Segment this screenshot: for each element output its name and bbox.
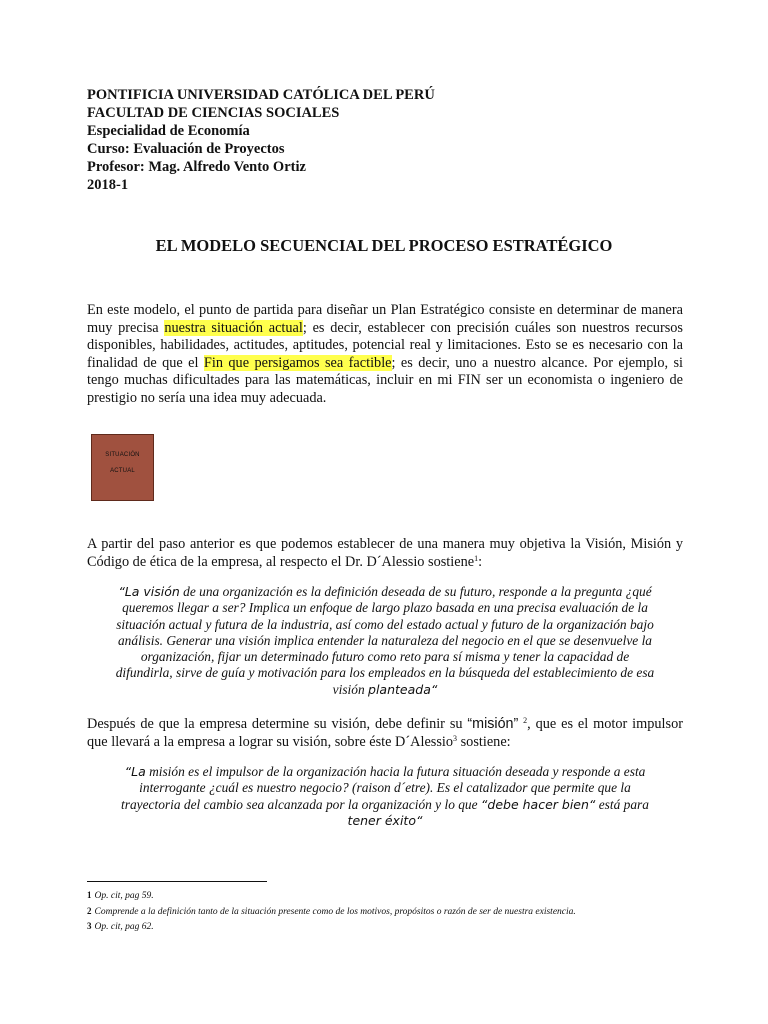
footnote-ref-3: 3: [453, 733, 458, 743]
mission-quote-close: tener éxito“: [347, 812, 423, 828]
vision-quote: [112, 584, 658, 698]
footnote-2-text: Comprende a la definición tanto de la situación presente como de los motivos, propósitos o razón de ser de nuestra existencia.: [94, 907, 576, 917]
footnote-2: [87, 906, 576, 917]
document-header: [87, 86, 435, 194]
footnote-3-number: 3: [87, 921, 92, 931]
vision-quote-close: planteada“: [368, 681, 438, 697]
mission-quote-emph: “debe hacer bien“: [480, 796, 596, 812]
intro-paragraph: [87, 302, 683, 407]
footnote-3: [87, 921, 154, 932]
mission-term: “misión”: [467, 716, 519, 732]
highlight-feasible-goal: Fin que persigamos sea factible: [203, 354, 392, 371]
term-label: 2018-1: [87, 177, 129, 193]
mission-quote: [112, 764, 658, 829]
document-title: EL MODELO SECUENCIAL DEL PROCESO ESTRATÉGICO: [155, 236, 613, 255]
current-situation-box: [91, 434, 154, 501]
vision-quote-open: “La visión: [118, 584, 180, 599]
intro-text-1: En este modelo, el punto de partida para diseñar un Plan Estratégico consiste en determinar de manera muy precisa: [87, 302, 683, 336]
mission-quote-text-2: está para: [595, 796, 649, 812]
mission-intro-paragraph: [87, 716, 683, 751]
footnote-1: [87, 890, 154, 901]
professor-name: Profesor: Mag. Alfredo Vento Ortiz: [87, 159, 306, 175]
mission-quote-text: misión es el impulsor de la organización hacia la futura situación deseada y responde a esta interrogante ¿cuál es nuestro negocio? (raison d´etre). Es el catalizador que permite que la trayectoria del cambio sea alcanzada por la organización y lo que: [121, 764, 646, 812]
footnote-3-text: Op. cit, pag 62.: [94, 922, 154, 932]
university-name: PONTIFICIA UNIVERSIDAD CATÓLICA DEL PERÚ: [87, 87, 435, 103]
footnote-ref-1: 1: [474, 553, 479, 563]
intro-text-2: ; es decir, establecer con precisión cuáles son nuestros recursos disponibles, habilidades, actitudes, aptitudes, potencial real y limitaciones. Esto se es necesario con la finalidad de que el: [87, 319, 683, 371]
mission-quote-open: “La: [124, 764, 146, 779]
footnote-divider: [87, 881, 267, 882]
vision-intro-paragraph: [87, 536, 683, 571]
footnote-1-number: 1: [87, 890, 92, 900]
highlight-current-situation: nuestra situación actual: [164, 319, 303, 336]
footnote-1-text: Op. cit, pag 59.: [94, 891, 154, 901]
mission-intro-text-3: sostiene:: [457, 733, 511, 750]
vision-intro-text: A partir del paso anterior es que podemos establecer de una manera muy objetiva la Visión, Misión y Código de ética de la empresa, al respecto el Dr. D´Alessio sostiene: [87, 536, 683, 570]
specialty-name: Especialidad de Economía: [87, 123, 250, 139]
box-label-line1: SITUACIÓN: [105, 452, 140, 458]
course-name: Curso: Evaluación de Proyectos: [87, 141, 285, 157]
footnote-2-number: 2: [87, 906, 92, 916]
footnote-ref-2: 2: [523, 716, 528, 725]
faculty-name: FACULTAD DE CIENCIAS SOCIALES: [87, 105, 340, 121]
vision-quote-text: de una organización es la definición deseada de su futuro, responde a la pregunta ¿qué queremos llegar a ser? Implica un enfoque de largo plazo basada en una precisa evaluación de la situación actual y futura de la industria, así como del estado actual y futuro de la organización bajo análisis. Generar una visión implica entender la naturaleza del negocio en el que se desenvuelve la organización, fijar un determinado futuro como reto para sí misma y tener la capacidad de difundirla, sirve de guía y motivación para los empleados en la búsqueda del establecimiento de esa visión: [115, 584, 655, 697]
intro-text-3: ; es decir, uno a nuestro alcance. Por ejemplo, si tengo muchas dificultades para las matemáticas, incluir en mi FIN ser un economista o ingeniero de prestigio no sería una idea muy adecuada.: [87, 354, 683, 406]
vision-intro-end: :: [478, 553, 483, 570]
mission-intro-text-1: Después de que la empresa determine su visión, debe definir su: [87, 716, 468, 732]
mission-intro-text-2: , que es el motor impulsor que llevará a la empresa a lograr su visión, sobre éste D´Alessio: [87, 716, 683, 750]
box-label-line2: ACTUAL: [110, 468, 135, 474]
